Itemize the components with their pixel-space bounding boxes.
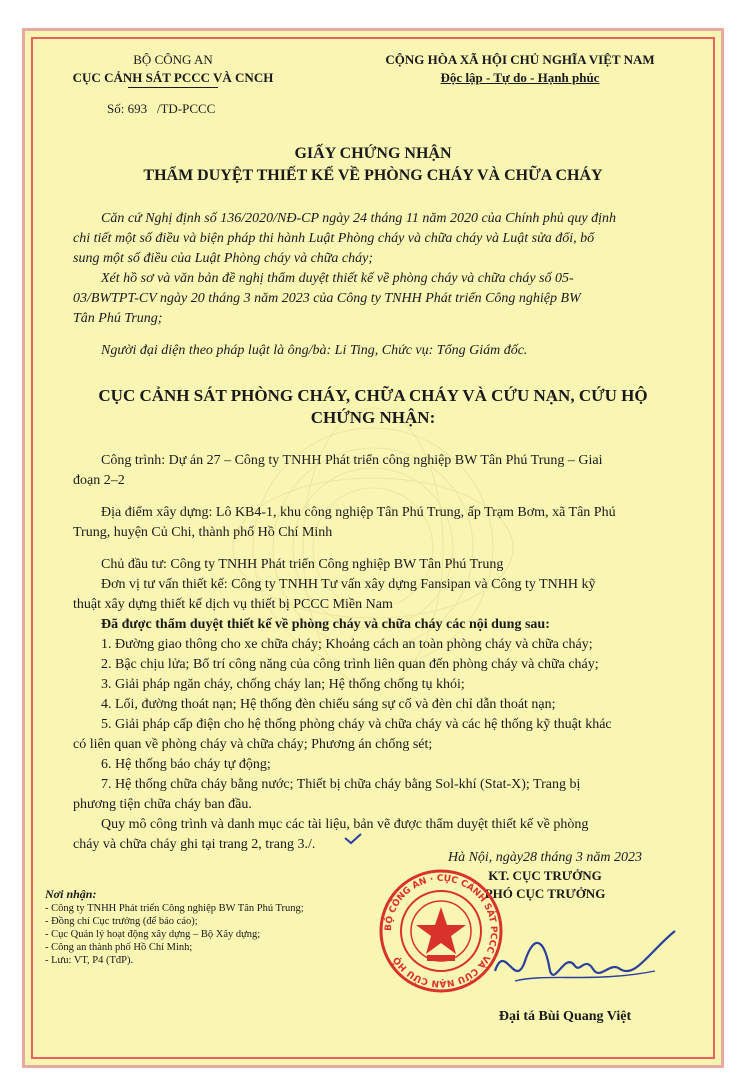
republic-name: CỘNG HÒA XÃ HỘI CHỦ NGHĨA VIỆT NAM bbox=[385, 52, 655, 67]
project-line2: đoạn 2–2 bbox=[73, 473, 125, 488]
consultant-line2: thuật xây dựng thiết kế dịch vụ thiết bị PCCC Miền Nam bbox=[73, 597, 393, 612]
legal-representative: Người đại diện theo pháp luật là ông/bà: Li Ting, Chức vụ: Tổng Giám đốc. bbox=[101, 343, 528, 358]
dossier-line1: Xét hồ sơ và văn bản đề nghị thẩm duyệt thiết kế về phòng cháy và chữa cháy số 05- bbox=[101, 271, 574, 286]
handwritten-signature bbox=[485, 911, 685, 1001]
legal-basis-line2: chi tiết một số điều và biện pháp thi hành Luật Phòng cháy và chữa cháy và Luật sửa đổi, bổ bbox=[73, 231, 595, 246]
approved-item-2: 2. Bậc chịu lửa; Bố trí công năng của công trình liên quan đến phòng cháy và chữa cháy; bbox=[101, 657, 599, 672]
approved-item-5-line2: có liên quan về phòng cháy và chữa cháy; Phương án chống sét; bbox=[73, 737, 433, 752]
dossier-line2: 03/BWTPT-CV ngày 20 tháng 3 năm 2023 của Công ty TNHH Phát triển Công nghiệp BW bbox=[73, 291, 581, 306]
scope-line1: Quy mô công trình và danh mục các tài liệu, bản vẽ được thẩm duyệt thiết kế về phòng bbox=[101, 817, 589, 832]
recipient-1: - Công ty TNHH Phát triển Công nghiệp BW Tân Phú Trung; bbox=[45, 903, 304, 914]
signing-date: Hà Nội, ngày28 tháng 3 năm 2023 bbox=[447, 850, 643, 865]
national-motto: Độc lập - Tự do - Hạnh phúc bbox=[440, 70, 600, 85]
recipient-5: - Lưu: VT, P4 (TđP). bbox=[45, 955, 134, 966]
svg-text:BỘ CÔNG AN · CỤC CẢNH SÁT PCCC: BỘ CÔNG AN · CỤC CẢNH SÁT PCCC VÀ CỨU NẠN CỨU HỘ bbox=[383, 873, 499, 989]
signer-name: Đại tá Bùi Quang Việt bbox=[498, 1009, 632, 1024]
legal-basis-line1: Căn cứ Nghị định số 136/2020/NĐ-CP ngày 24 tháng 11 năm 2020 của Chính phủ quy định bbox=[101, 211, 616, 226]
approved-item-1: 1. Đường giao thông cho xe chữa cháy; Khoảng cách an toàn phòng cháy và chữa cháy; bbox=[101, 637, 593, 652]
project-line1: Công trình: Dự án 27 – Công ty TNHH Phát triển công nghiệp BW Tân Phú Trung – Giai bbox=[101, 453, 603, 468]
certifier-name: CỤC CẢNH SÁT PHÒNG CHÁY, CHỮA CHÁY VÀ CỨU NẠN, CỨU HỘ bbox=[98, 386, 648, 405]
investor: Chủ đầu tư: Công ty TNHH Phát triển Công nghiệp BW Tân Phú Trung bbox=[101, 557, 504, 572]
location-line2: Trung, huyện Củ Chi, thành phố Hồ Chí Minh bbox=[73, 525, 333, 540]
approved-item-7-line1: 7. Hệ thống chữa cháy bằng nước; Thiết bị chữa cháy bằng Sol-khí (Stat-X); Trang bị bbox=[101, 777, 581, 792]
approved-item-6: 6. Hệ thống báo cháy tự động; bbox=[101, 757, 271, 772]
recipient-2: - Đồng chí Cục trưởng (để báo cáo); bbox=[45, 916, 198, 927]
document-number: Số: 693 /TD-PCCC bbox=[107, 101, 216, 116]
approved-item-5-line1: 5. Giải pháp cấp điện cho hệ thống phòng cháy và chữa cháy và các hệ thống kỹ thuật khác bbox=[101, 717, 612, 732]
dossier-line3: Tân Phú Trung; bbox=[73, 311, 163, 326]
header-left-underline bbox=[128, 87, 218, 88]
approved-item-7-line2: phương tiện chữa cháy ban đầu. bbox=[73, 797, 252, 812]
recipient-4: - Công an thành phố Hồ Chí Minh; bbox=[45, 942, 193, 953]
department-name: CỤC CẢNH SÁT PCCC VÀ CNCH bbox=[72, 70, 274, 85]
location-line1: Địa điểm xây dựng: Lô KB4-1, khu công nghiệp Tân Phú Trung, ấp Trạm Bơm, xã Tân Phú bbox=[101, 505, 616, 520]
certifies-label: CHỨNG NHẬN: bbox=[310, 408, 436, 427]
legal-basis-line3: sung một số điều của Luật Phòng cháy và chữa cháy; bbox=[73, 251, 374, 266]
scope-line2: cháy và chữa cháy ghi tại trang 2, trang 3./. bbox=[73, 837, 316, 852]
certificate-title: GIẤY CHỨNG NHẬN bbox=[294, 145, 452, 162]
approved-item-3: 3. Giải pháp ngăn cháy, chống cháy lan; Hệ thống chống tụ khói; bbox=[101, 677, 465, 692]
check-mark-icon bbox=[343, 831, 363, 845]
signer-role-1: KT. CỤC TRƯỞNG bbox=[488, 868, 602, 883]
approved-heading: Đã được thẩm duyệt thiết kế về phòng cháy và chữa cháy các nội dung sau: bbox=[101, 617, 550, 632]
signer-role-2: PHÓ CỤC TRƯỞNG bbox=[484, 886, 606, 901]
ministry-name: BỘ CÔNG AN bbox=[133, 52, 213, 67]
consultant-line1: Đơn vị tư vấn thiết kế: Công ty TNHH Tư vấn xây dựng Fansipan và Công ty TNHH kỹ bbox=[101, 577, 596, 592]
certificate-page bbox=[22, 28, 724, 1068]
approved-item-4: 4. Lối, đường thoát nạn; Hệ thống đèn chiếu sáng sự cố và đèn chỉ dẫn thoát nạn; bbox=[101, 697, 556, 712]
recipient-3: - Cục Quản lý hoạt động xây dựng – Bộ Xây dựng; bbox=[45, 929, 261, 940]
recipients-heading: Nơi nhận: bbox=[45, 887, 97, 901]
certificate-subtitle: THẨM DUYỆT THIẾT KẾ VỀ PHÒNG CHÁY VÀ CHỮA CHÁY bbox=[143, 167, 603, 184]
